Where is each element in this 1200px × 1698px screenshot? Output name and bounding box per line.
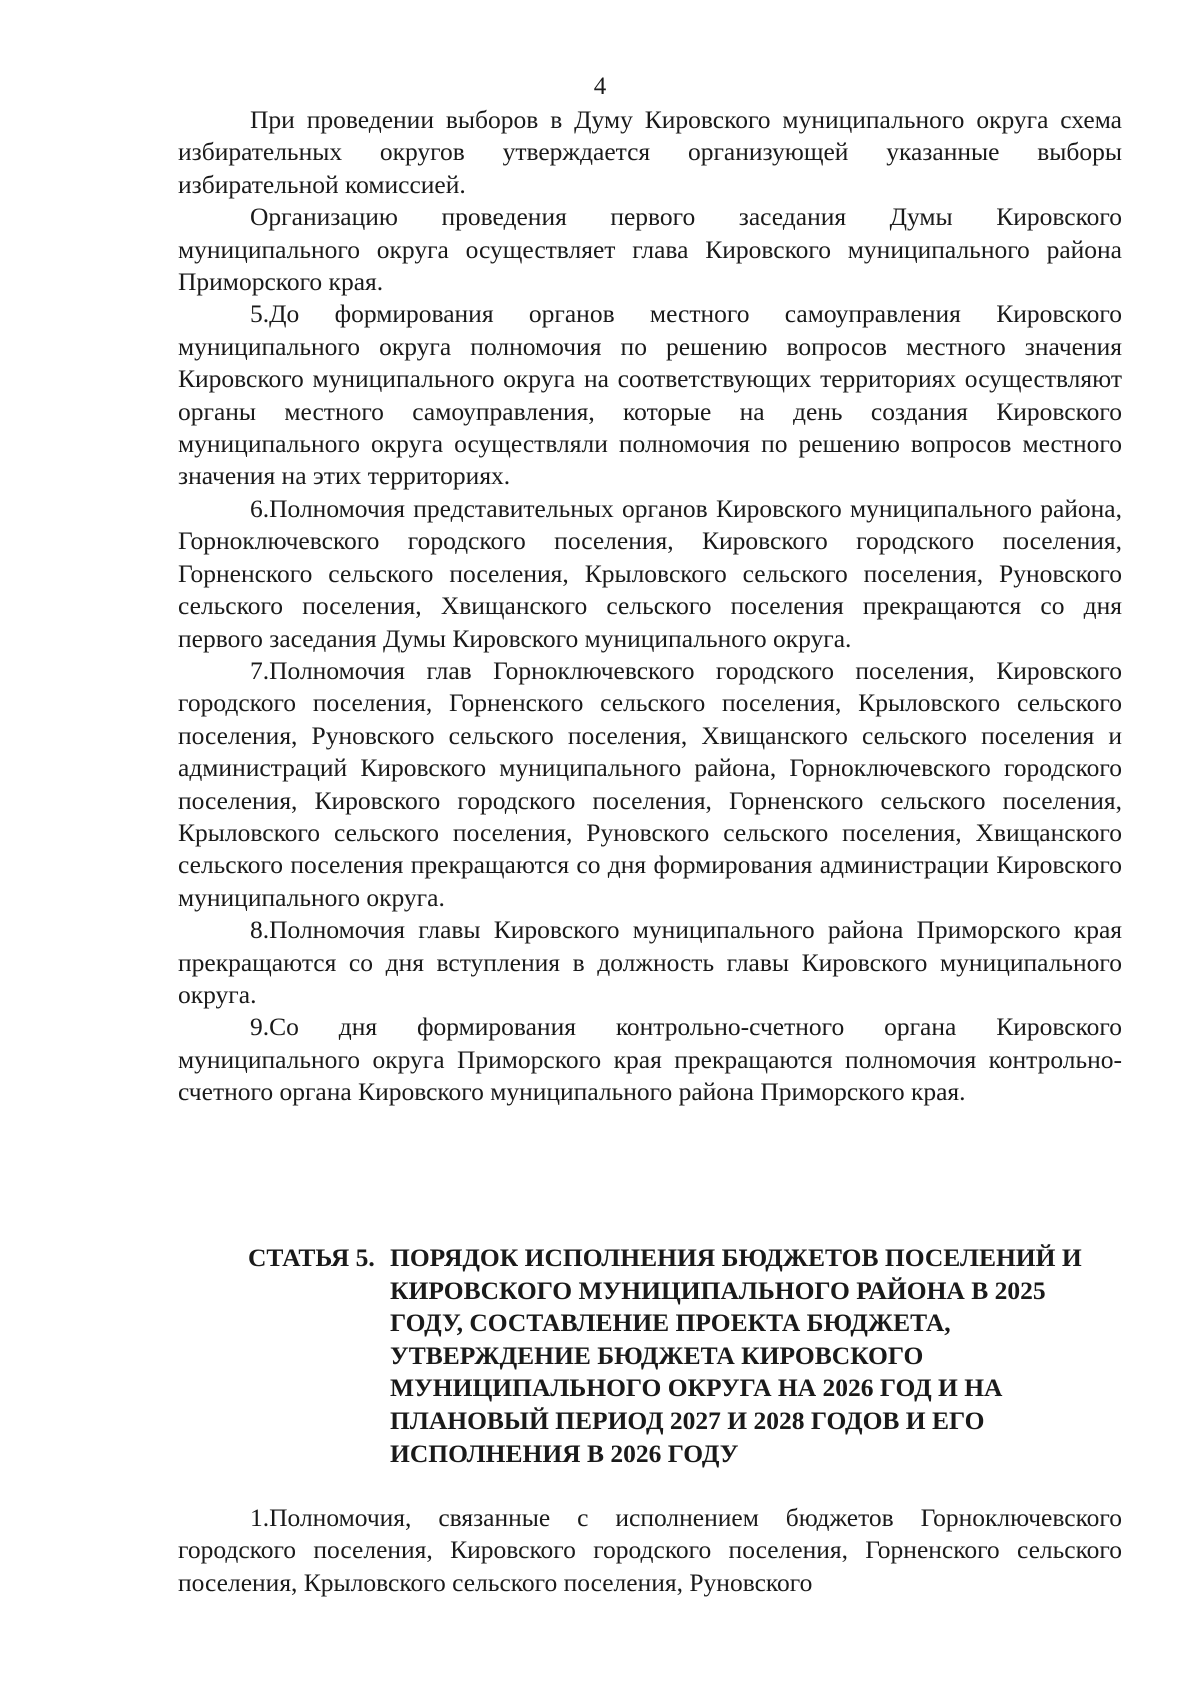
article-title: ПОРЯДОК ИСПОЛНЕНИЯ БЮДЖЕТОВ ПОСЕЛЕНИЙ И КИРОВСКОГО МУНИЦИПАЛЬНОГО РАЙОНА В 2025 ГОДУ, СОСТАВЛЕНИЕ ПРОЕКТА БЮДЖЕТА, УТВЕРЖДЕНИЕ БЮДЖЕТА КИРОВСКОГО МУНИЦИПАЛЬНОГО ОКРУГА НА 2026 ГОД И НА ПЛАНОВЫЙ ПЕРИОД 2027 И 2028 ГОДОВ И ЕГО ИСПОЛНЕНИЯ В 2026 ГОДУ (390, 1243, 1082, 1468)
paragraph-elections: При проведении выборов в Думу Кировского муниципального округа схема избирательных округов утверждается организующей указанные выборы избирательной комиссией. (178, 105, 1122, 199)
paragraph-first-meeting: Организацию проведения первого заседания Думы Кировского муниципального округа осуществляет глава Кировского муниципального района Приморского края. (178, 202, 1122, 297)
paragraph-item-7: 7.Полномочия глав Горноключевского городского поселения, Кировского городского поселения, Горненского сельского поселения, Крыловского сельского поселения, Руновского сельского поселения, Хвищанского сельского поселения и администраций Кировского муниципального района, Горноключевского городского поселения, Кировского городского поселения, Горненского сельского поселения, Крыловского сельского поселения, Руновского сельского поселения, Хвищанского сельского поселения прекращаются со дня формирования администрации Кировского муниципального округа. (178, 655, 1122, 912)
paragraph-item-8: 8.Полномочия главы Кировского муниципального района Приморского края прекращаются со дня вступления в должность главы Кировского муниципального округа. (178, 915, 1122, 1009)
document-body (178, 104, 1122, 1109)
paragraph-item-9: 9.Со дня формирования контрольно-счетного органа Кировского муниципального округа Приморского края прекращаются полномочия контрольно-счетного органа Кировского муниципального района Приморского края. (178, 1012, 1122, 1107)
page-number: 4 (593, 73, 607, 100)
article-heading (248, 1242, 1122, 1470)
paragraph-item-5: 5.До формирования органов местного самоуправления Кировского муниципального округа полномочия по решению вопросов местного значения Кировского муниципального округа на соответствующих территориях осуществляют органы местного самоуправления, которые на день создания Кировского муниципального округа осуществляли полномочия по решению вопросов местного значения на этих территориях. (178, 299, 1122, 491)
article-label: СТАТЬЯ 5. (248, 1243, 375, 1272)
article-body (178, 1502, 1122, 1599)
paragraph-item-6: 6.Полномочия представительных органов Кировского муниципального района, Горноключевского городского поселения, Кировского городского поселения, Горненского сельского поселения, Крыловского сельского поселения, Руновского сельского поселения, Хвищанского сельского поселения прекращаются со дня первого заседания Думы Кировского муниципального округа. (178, 493, 1122, 653)
article-paragraph-1: 1.Полномочия, связанные с исполнением бюджетов Горноключевского городского поселения, Кировского городского поселения, Горненского сельского поселения, Крыловского сельского поселения, Руновского (178, 1503, 1122, 1597)
